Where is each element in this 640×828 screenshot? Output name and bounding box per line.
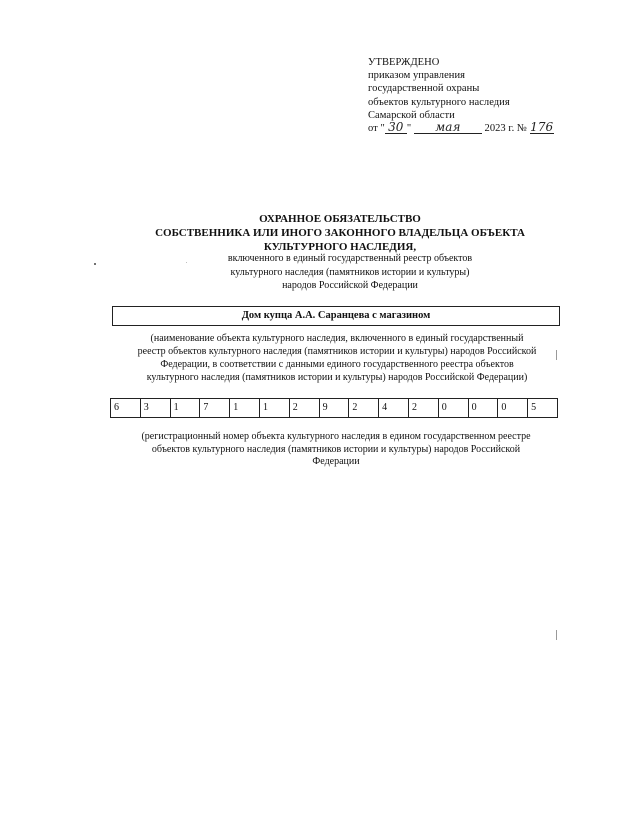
registration-digit: 4 (379, 399, 409, 417)
order-number: 176 (530, 120, 554, 135)
subtitle-line: включенного в единый государственный реестр объектов (227, 253, 473, 264)
registration-digit: 1 (171, 399, 201, 417)
scan-mark (556, 630, 557, 640)
registration-digit: 7 (200, 399, 230, 417)
approval-date-line (368, 120, 554, 135)
date-day-field (385, 122, 407, 134)
approval-line: государственной охраны (368, 83, 480, 95)
registration-caption (112, 431, 560, 469)
order-number-field (530, 122, 554, 134)
registration-digit: 2 (290, 399, 320, 417)
registration-digit: 9 (320, 399, 350, 417)
caption-line: (регистрационный номер объекта культурного наследия в едином государственном реестре (141, 431, 531, 442)
registration-digit: 6 (111, 399, 141, 417)
scan-speck (94, 263, 96, 265)
approval-heading: УТВЕРЖДЕНО (368, 57, 440, 68)
caption-line: (наименование объекта культурного наследия, включенного в единый государственный (150, 333, 524, 344)
caption-line: культурного наследия (памятников истории и культуры) народов Российской Федерации) (146, 372, 528, 383)
title-line: КУЛЬТУРНОГО НАСЛЕДИЯ, (263, 241, 417, 253)
document-title (100, 212, 580, 254)
object-name: Дом купца А.А. Саранцева с магазином (241, 310, 431, 321)
approval-line: приказом управления (368, 70, 466, 82)
caption-line: объектов культурного наследия (памятников истории и культуры) народов Российской (151, 443, 521, 455)
registration-digit: 0 (439, 399, 469, 417)
caption-line: Федерации (312, 456, 360, 467)
registration-digit: 0 (498, 399, 528, 417)
caption-line: реестр объектов культурного наследия (памятников истории и культуры) народов Российской (137, 346, 537, 357)
date-month: мая (435, 120, 461, 135)
registration-digit: 1 (230, 399, 260, 417)
subtitle-line: культурного наследия (памятников истории и культуры) (230, 266, 470, 278)
registration-digit: 1 (260, 399, 290, 417)
scan-mark (556, 350, 557, 360)
object-name-box (112, 306, 560, 326)
date-day: 30 (388, 120, 404, 135)
document-subtitle (130, 252, 570, 293)
caption-line: Федерации, в соответствии с данными единого государственного реестра объектов (160, 359, 514, 370)
registration-digit: 0 (469, 399, 499, 417)
registration-digit: 2 (349, 399, 379, 417)
registration-digit: 3 (141, 399, 171, 417)
date-month-field (414, 122, 482, 134)
registration-digit: 5 (531, 402, 537, 413)
date-quote: " (406, 123, 412, 135)
date-year: 2023 г. № (484, 123, 527, 135)
title-line: СОБСТВЕННИКА ИЛИ ИНОГО ЗАКОННОГО ВЛАДЕЛЬЦА ОБЪЕКТА (155, 227, 525, 239)
approval-line: объектов культурного наследия (368, 96, 510, 108)
approval-line: Самарской области (368, 109, 455, 121)
date-prefix: от " (368, 123, 385, 135)
title-line: ОХРАННОЕ ОБЯЗАТЕЛЬСТВО (259, 213, 421, 225)
approval-block (368, 56, 618, 135)
registration-number-grid (110, 398, 558, 418)
registration-digit: 2 (409, 399, 439, 417)
subtitle-line: народов Российской Федерации (282, 280, 418, 291)
object-name-caption (112, 332, 562, 384)
